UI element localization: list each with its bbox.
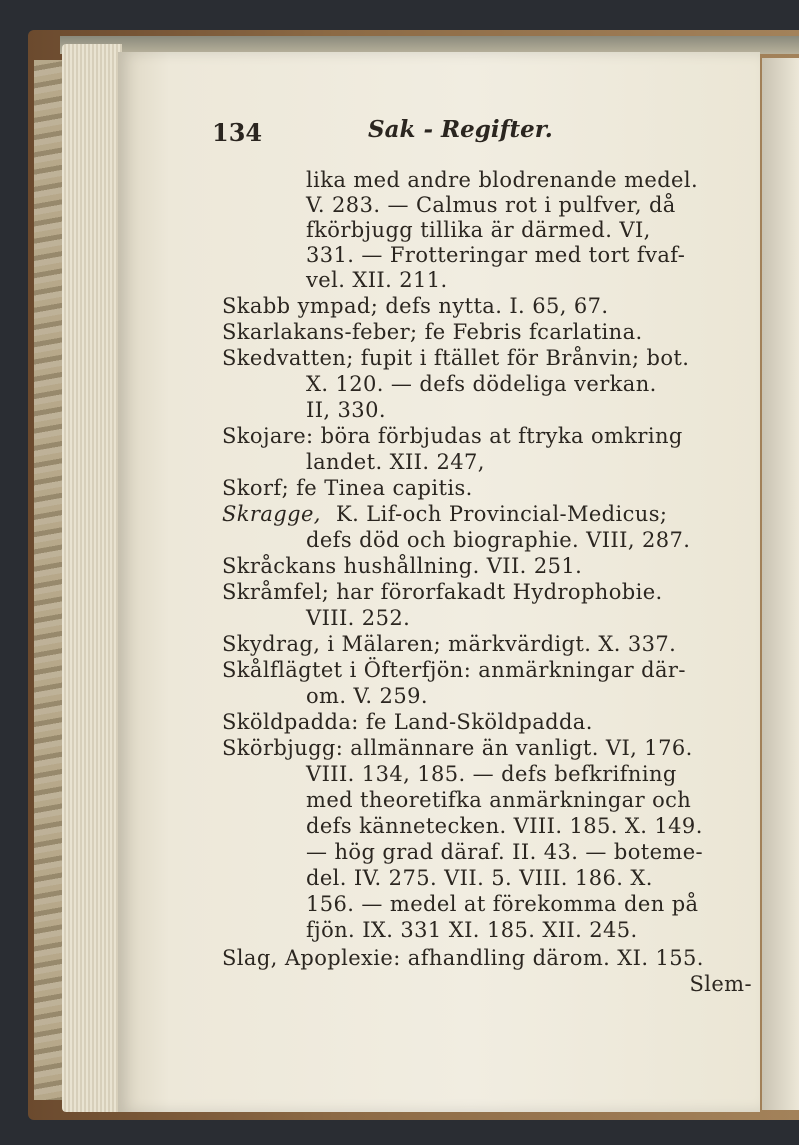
text-line-italic-head: Skragge, xyxy=(222,502,321,526)
text-line: Skråckans hushållning. VII. 251. xyxy=(222,554,583,578)
text-line: defs kännetecken. VIII. 185. X. 149. xyxy=(306,814,703,838)
text-line: Skydrag, i Mälaren; märkvärdigt. X. 337. xyxy=(222,632,677,656)
page-stack xyxy=(62,44,122,1112)
text-line: X. 120. — defs dödeliga verkan. xyxy=(306,372,657,396)
text-line: Sköldpadda: fe Land-Sköldpadda. xyxy=(222,710,593,734)
text-line: landet. XII. 247, xyxy=(306,450,485,474)
text-line: — hög grad däraf. II. 43. — boteme- xyxy=(306,840,704,864)
facing-page xyxy=(762,58,799,1110)
page-number: 134 xyxy=(212,118,263,147)
text-line: Skorf; fe Tinea capitis. xyxy=(222,476,473,500)
text-line: VIII. 252. xyxy=(306,606,411,630)
text-line: Skojare: böra förbjudas at ftryka omkring xyxy=(222,424,683,448)
text-line: med theoretifka anmärkningar och xyxy=(306,788,692,812)
text-line: fjön. IX. 331 XI. 185. XII. 245. xyxy=(306,918,638,942)
text-line: V. 283. — Calmus rot i pulfver, då xyxy=(306,193,676,217)
text-line: Skålflägtet i Öfterfjön: anmärkningar där- xyxy=(222,658,686,682)
text-line: vel. XII. 211. xyxy=(306,268,448,292)
text-line: lika med andre blodrenande medel. xyxy=(306,168,699,192)
text-line: del. IV. 275. VII. 5. VIII. 186. X. xyxy=(306,866,653,890)
text-line: II, 330. xyxy=(306,398,386,422)
text-line: 331. — Frotteringar med tort fvaf- xyxy=(306,243,686,267)
text-line: fkörbjugg tillika är därmed. VI, xyxy=(306,218,651,242)
text-line: VIII. 134, 185. — defs befkrifning xyxy=(306,762,677,786)
text-line: 156. — medel at förekomma den på xyxy=(306,892,699,916)
text-line: Skråmfel; har förorfakadt Hydrophobie. xyxy=(222,580,663,604)
text-line: om. V. 259. xyxy=(306,684,428,708)
text-line: Slag, Apoplexie: afhandling därom. XI. 155. xyxy=(222,946,704,970)
text-line: Skabb ympad; defs nytta. I. 65, 67. xyxy=(222,294,609,318)
text-line: Skörbjugg: allmännare än vanligt. VI, 176. xyxy=(222,736,693,760)
text-line: defs död och biographie. VIII, 287. xyxy=(306,528,691,552)
text-line: K. Lif-och Provincial-Medicus; xyxy=(336,502,668,526)
text-line: Skarlakans-feber; fe Febris fcarlatina. xyxy=(222,320,643,344)
running-head: Sak - Regifter. xyxy=(368,116,553,143)
marbled-page-edge xyxy=(34,60,64,1100)
catchword: Slem- xyxy=(689,972,752,996)
text-line: Skedvatten; fupit i ftället för Brånvin; bot. xyxy=(222,346,690,370)
